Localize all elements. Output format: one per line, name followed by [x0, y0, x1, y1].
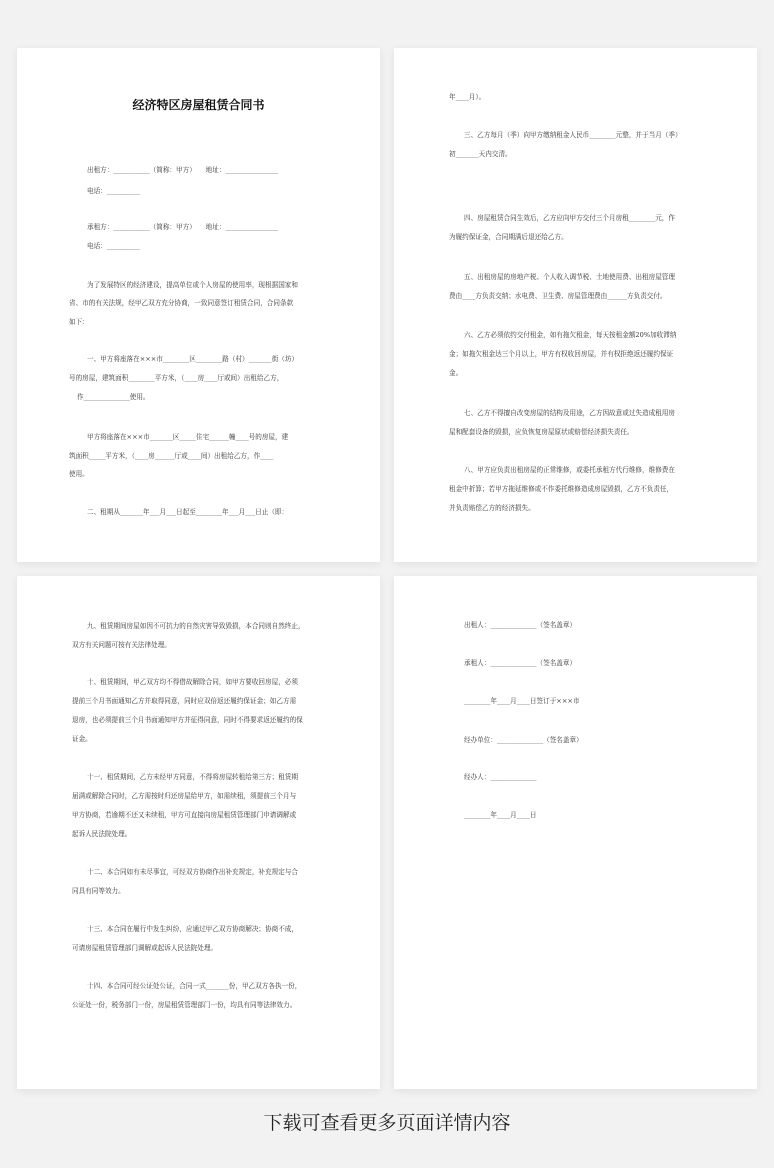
paragraph-line: 十、租赁期间，甲乙双方均不得借故解除合同，如甲方要收回房屋，必须 — [87, 678, 298, 686]
paragraph-line: 三、乙方每月（季）向甲方缴纳租金人民币________元整，并于当月（季） — [464, 131, 682, 139]
paragraph-line: 双方有关问题可按有关法律处理。 — [72, 641, 171, 649]
paragraph-line: 提前三个月书面通知乙方并取得同意，同时应双倍返还履约保证金；如乙方需 — [72, 697, 297, 705]
paragraph-line: 为了发展特区的经济建设，提高单位或个人房屋的使用率，现根据国家和 — [87, 281, 298, 289]
agent-date-line: ________年____月____日 — [464, 811, 537, 819]
paragraph-line: 十四、本合同可经公证处公证，合同一式_______份，甲乙双方各执一份， — [87, 982, 302, 990]
lessor-signature-line: 出租人：______________（签名盖章） — [464, 621, 577, 629]
paragraph-line: 八、甲方应负责出租房屋的正常维修，或委托承租方代行维修，维修费在 — [464, 466, 675, 474]
paragraph-line: 十一、租赁期间，乙方未经甲方同意，不得将房屋转租给第三方；租赁期 — [87, 773, 298, 781]
paragraph-line: 四、房屋租赁合同生效后，乙方应向甲方交付三个月房租________元，作 — [464, 214, 675, 222]
lessor-phone-line: 电话：__________ — [87, 187, 140, 195]
paragraph-line: 证金。 — [72, 735, 92, 743]
lessor-line: 出租方：___________（简称：甲方） 地址：________________ — [87, 166, 279, 174]
paragraph-line: 使用。 — [69, 470, 89, 478]
contract-page-3 — [17, 576, 380, 1089]
contract-page-4 — [394, 576, 757, 1089]
lessee-line: 承租方：___________（简称：甲方） 地址：________________ — [87, 223, 279, 231]
paragraph-line: 筑面积_____平方米，（____房______厅或____间）出租给乙方，作____ — [69, 452, 274, 460]
paragraph-line: 号的房屋，建筑面积________平方米，（____房____厅或间）出租给乙方， — [69, 374, 284, 382]
paragraph-line: 初_______天内交清。 — [449, 150, 512, 158]
paragraph-line: 甲方将座落在×××市_______区_____住宅______幢____号的房屋，建 — [87, 433, 289, 441]
paragraph-line: 甲方协商，若逾期不还又未续租，甲方可直接向房屋租赁管理部门申请调解或 — [72, 811, 297, 819]
signing-date-line: ________年____月____日签订于×××市 — [464, 697, 580, 705]
paragraph-line: 作______________使用。 — [77, 393, 150, 401]
paragraph-line: 十二、本合同如有未尽事宜，可经双方协商作出补充规定，补充规定与合 — [87, 868, 298, 876]
agency-signature-line: 经办单位：______________（签名盖章） — [464, 736, 583, 744]
paragraph-line: 公证处一份，税务部门一份，房屋租赁管理部门一份，均具有同等法律效力。 — [72, 1001, 297, 1009]
paragraph-line: 起诉人民法院处理。 — [72, 830, 132, 838]
contract-title: 经济特区房屋租赁合同书 — [132, 98, 265, 112]
paragraph-line: 并负责赔偿乙方的经济损失。 — [449, 504, 535, 512]
lessee-phone-line: 电话：__________ — [87, 242, 140, 250]
paragraph-line: 屋和配套设备的毁损，应负恢复房屋原状或赔偿经济损失责任。 — [449, 428, 634, 436]
paragraph-line: 年____月）。 — [449, 93, 486, 101]
lessee-signature-line: 承租人：______________（签名盖章） — [464, 659, 577, 667]
paragraph-line: 如下： — [69, 318, 89, 326]
paragraph-line: 退房，也必须提前三个月书面通知甲方并征得同意，同时不得要求返还履约的保 — [72, 716, 303, 724]
paragraph-line: 同具有同等效力。 — [72, 887, 125, 895]
contract-page-1 — [17, 48, 380, 562]
paragraph-line: 七、乙方不得擅自改变房屋的结构及用途，乙方因故意或过失造成租用房 — [464, 409, 675, 417]
paragraph-line: 省、市的有关法规，经甲乙双方充分协商，一致同意签订租赁合同，合同条款 — [69, 299, 294, 307]
paragraph-line: 二、租期从_______年___月___日起至________年___月___日止（即： — [87, 508, 289, 516]
paragraph-line: 九、租赁期间房屋如因不可抗力的自然灾害导致毁损，本合同则自然终止， — [87, 622, 305, 630]
paragraph-line: 租金中折算；若甲方拖延维修或不作委托维修造成房屋毁损，乙方不负责任， — [449, 485, 674, 493]
paragraph-line: 费由____方负责交纳；水电费、卫生费、房屋管理费由______方负责交付。 — [449, 292, 667, 300]
paragraph-line: 金；如拖欠租金达三个月以上，甲方有权收回房屋，并有权拒绝返还履约保证 — [449, 350, 674, 358]
agent-signature-line: 经办人：______________ — [464, 773, 537, 781]
paragraph-line: 十三、本合同在履行中发生纠纷，应通过甲乙双方协商解决；协商不成， — [87, 925, 298, 933]
contract-page-2 — [394, 48, 757, 562]
paragraph-line: 六、乙方必须依约交付租金，如有拖欠租金，每天按租金额20%加收滞纳 — [464, 331, 677, 339]
paragraph-line: 一、甲方将座落在×××市________区________路（村）_______街（坊） — [87, 355, 299, 363]
paragraph-line: 五、出租房屋的房地产税、个人收入调节税、土地使用费、出租房屋管理 — [464, 273, 675, 281]
download-caption[interactable]: 下载可查看更多页面详情内容 — [263, 1112, 511, 1134]
paragraph-line: 届满或解除合同时，乙方需按时归还房屋给甲方，如需续租，须提前三个月与 — [72, 792, 297, 800]
paragraph-line: 金。 — [449, 369, 463, 377]
paragraph-line: 为履约保证金，合同期满后退还给乙方。 — [449, 233, 568, 241]
paragraph-line: 可请房屋租赁管理部门调解或起诉人民法院处理。 — [72, 944, 218, 952]
